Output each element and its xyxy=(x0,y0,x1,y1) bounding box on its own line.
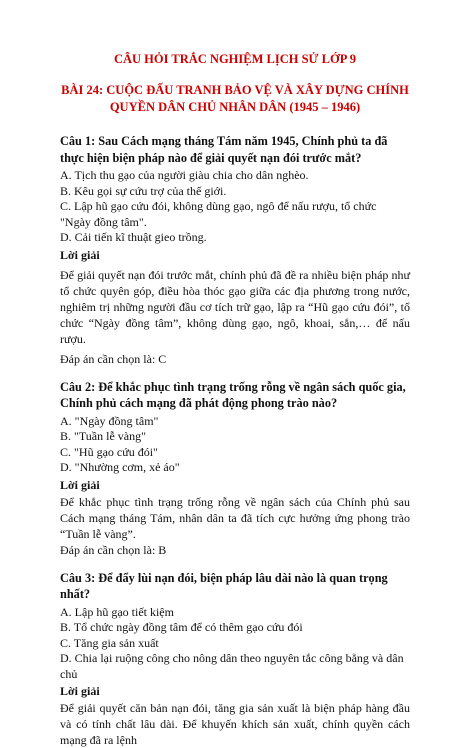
question-3 xyxy=(60,570,410,748)
option-a: A. Lập hũ gạo tiết kiệm xyxy=(60,605,410,621)
question-2 xyxy=(60,379,410,558)
document-title: CÂU HỎI TRẮC NGHIỆM LỊCH SỬ LỚP 9 xyxy=(60,51,410,68)
question-1 xyxy=(60,133,410,367)
option-d: D. Chia lại ruộng công cho nông dân theo nguyên tắc công bằng và dân chủ xyxy=(60,651,410,682)
answer-line: Đáp án cần chọn là: C xyxy=(60,351,410,367)
option-b: B. Tổ chức ngày đồng tâm để có thêm gạo cứu đói xyxy=(60,620,410,636)
solution-explanation: Để khắc phục tình trạng trống rỗng về ngân sách của Chính phủ sau Cách mạng tháng Tám, nhân dân ta đã tích cực hưởng ứng phong trào “Tuần lễ vàng”. xyxy=(60,494,410,542)
option-b: B. Kêu gọi sự cứu trợ của thế giới. xyxy=(60,184,410,200)
question-text: Câu 2: Để khắc phục tình trạng trống rỗng về ngân sách quốc gia, Chính phủ cách mạng đã phát động phong trào nào? xyxy=(60,379,410,412)
option-d: D. "Nhường cơm, xẻ áo" xyxy=(60,460,410,476)
question-text: Câu 3: Để đẩy lùi nạn đói, biện pháp lâu dài nào là quan trọng nhất? xyxy=(60,570,410,603)
solution-label: Lời giải xyxy=(60,683,410,699)
option-c: C. "Hũ gạo cứu đói" xyxy=(60,445,410,461)
option-d: D. Cải tiến kĩ thuật gieo trồng. xyxy=(60,230,410,246)
option-c: C. Tăng gia sản xuất xyxy=(60,636,410,652)
solution-label: Lời giải xyxy=(60,247,410,263)
lesson-title: BÀI 24: CUỘC ĐẤU TRANH BẢO VỆ VÀ XÂY DỰNG CHÍNH QUYỀN DÂN CHỦ NHÂN DÂN (1945 – 1946) xyxy=(60,82,410,116)
solution-explanation: Để giải quyết nạn đói trước mắt, chính phủ đã đề ra nhiều biện pháp như tổ chức quyên góp, điều hòa thóc gạo giữa các địa phương trong nước, nghiêm trị những người đầu cơ tích trữ gạo, lập ra “Hũ gạo cứu đói”, tổ chức “Ngày đồng tâm”, không dùng gạo, ngô, khoai, sắn,… để nấu rượu. xyxy=(60,267,410,347)
option-list xyxy=(60,168,410,246)
option-a: A. "Ngày đồng tâm" xyxy=(60,414,410,430)
option-list xyxy=(60,414,410,476)
option-list xyxy=(60,605,410,683)
solution-explanation: Để giải quyết căn bản nạn đói, tăng gia sản xuất là biện pháp hàng đầu và có tính chất lâu dài. Để khuyến khích sản xuất, chính quyền cách mạng đã ra lệnh xyxy=(60,700,410,748)
solution-label: Lời giải xyxy=(60,477,410,493)
answer-line: Đáp án cần chọn là: B xyxy=(60,542,410,558)
option-c: C. Lập hũ gạo cứu đói, không dùng gạo, ngô để nấu rượu, tổ chức "Ngày đồng tâm". xyxy=(60,199,410,230)
document-header xyxy=(60,51,410,116)
question-text: Câu 1: Sau Cách mạng tháng Tám năm 1945, Chính phủ ta đã thực hiện biện pháp nào để giải quyết nạn đói trước mắt? xyxy=(60,133,410,166)
option-a: A. Tịch thu gạo của người giàu chia cho dân nghèo. xyxy=(60,168,410,184)
document-page xyxy=(0,51,474,720)
option-b: B. "Tuần lễ vàng" xyxy=(60,429,410,445)
